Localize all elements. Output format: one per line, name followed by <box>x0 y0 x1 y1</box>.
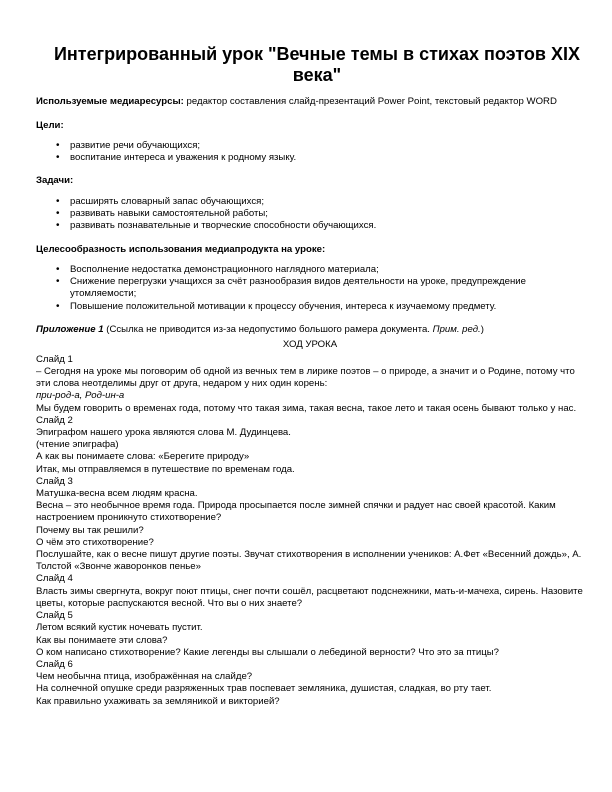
lesson-line: О чём это стихотворение? <box>36 536 154 548</box>
list-item: • Снижение перегрузки учащихся за счёт разнообразия видов деятельности на уроке, предупреждение утомляемости; <box>56 276 584 300</box>
appendix-note <box>36 324 584 337</box>
lesson-line: О ком написано стихотворение? Какие легенды вы слышали о лебединой верности? Что это за птицы? <box>36 646 500 658</box>
lesson-line: Итак, мы отправляемся в путешествие по временам года. <box>36 463 295 475</box>
lesson-line: Слайд 6 <box>36 658 73 670</box>
media-resources <box>36 96 584 109</box>
lesson-line: Чем необычна птица, изображённая на слайде? <box>36 671 253 683</box>
lesson-line: Как правильно ухаживать за земляникой и викторией? <box>36 695 280 707</box>
lesson-line: – Сегодня на уроке мы поговорим об одной из вечных тем в лирике поэтов – о природе, а значит и о Родине, потому что эти слова неотделимы друг от друга, недаром у них один корень: <box>36 366 575 390</box>
appendix-close: ) <box>480 323 484 335</box>
lesson-line: Летом всякий кустик ночевать пустит. <box>36 622 203 634</box>
tasks-list <box>36 196 584 233</box>
lesson-line: (чтение эпиграфа) <box>36 439 119 451</box>
media-label: Используемые медиаресурсы: <box>36 96 184 107</box>
list-item: • развитие речи обучающихся; <box>56 140 584 152</box>
lesson-line: Слайд 4 <box>36 573 73 585</box>
lesson-line: Слайд 2 <box>36 414 73 426</box>
tasks-title: Задачи: <box>36 175 74 187</box>
lesson-line: Послушайте, как о весне пишут другие поэты. Звучат стихотворения в исполнении учеников: А.Фет «Весенний дождь», А. Толстой «Звонче жаворонков пенье» <box>36 549 582 573</box>
page-title: Интегрированный урок "Вечные темы в стихах поэтов XIX века" <box>53 44 581 85</box>
list-item: • Восполнение недостатка демонстрационного наглядного материала; <box>56 264 584 276</box>
lesson-line: Слайд 3 <box>36 475 73 487</box>
media-text: редактор составления слайд-презентаций Power Point, текстовый редактор WORD <box>183 96 557 107</box>
lesson-line: Весна – это необычное время года. Природа просыпается после зимней спячки и радует нас своей красотой. Каким настроением проникнуто стихотворение? <box>36 500 556 524</box>
lesson-line: Мы будем говорить о временах года, потому что такая зима, такая весна, такое лето и такая осень бывают только у нас. <box>36 402 577 414</box>
lesson-line: На солнечной опушке среди разряженных трав поспевает земляника, душистая, сладкая, во рту тает. <box>36 683 492 695</box>
lesson-line: Матушка-весна всем людям красна. <box>36 488 198 500</box>
lesson-line: Как вы понимаете эти слова? <box>36 634 168 646</box>
lesson-line: Слайд 5 <box>36 610 73 622</box>
editor-note: Прим. ред. <box>432 323 481 335</box>
goals-title: Цели: <box>36 119 64 131</box>
goals-list <box>36 140 584 164</box>
appendix-text: (Ссылка не приводится из-за недопустимо большого рамера документа. <box>103 323 433 335</box>
expediency-title: Целесообразность использования медиапродукта на уроке: <box>36 243 326 255</box>
lesson-line: при-род-а, Род-ин-а <box>36 390 125 402</box>
appendix-label: Приложение 1 <box>36 323 104 335</box>
list-item: • развивать познавательные и творческие способности обучающихся. <box>56 220 584 232</box>
lesson-line: Власть зимы свергнута, вокруг поют птицы, снег почти сошёл, расцветают подснежники, мать-и-мачеха, сирень. Назовите цветы, которые распускаются весной. Что вы о них знаете? <box>36 585 583 609</box>
list-item: • расширять словарный запас обучающихся; <box>56 196 584 208</box>
list-item: • Повышение положительной мотивации к процессу обучения, интереса к изучаемому предмету. <box>56 301 584 313</box>
expediency-list <box>36 264 584 313</box>
lesson-line: А как вы понимаете слова: «Берегите природу» <box>36 451 250 463</box>
lesson-course-title: ХОД УРОКА <box>282 339 338 351</box>
list-item: • воспитание интереса и уважения к родному языку. <box>56 152 584 164</box>
lesson-line: Эпиграфом нашего урока являются слова М. Дудинцева. <box>36 427 291 439</box>
list-item: • развивать навыки самостоятельной работы; <box>56 208 584 220</box>
lesson-body <box>36 354 584 708</box>
lesson-line: Слайд 1 <box>36 353 73 365</box>
lesson-line: Почему вы так решили? <box>36 524 144 536</box>
